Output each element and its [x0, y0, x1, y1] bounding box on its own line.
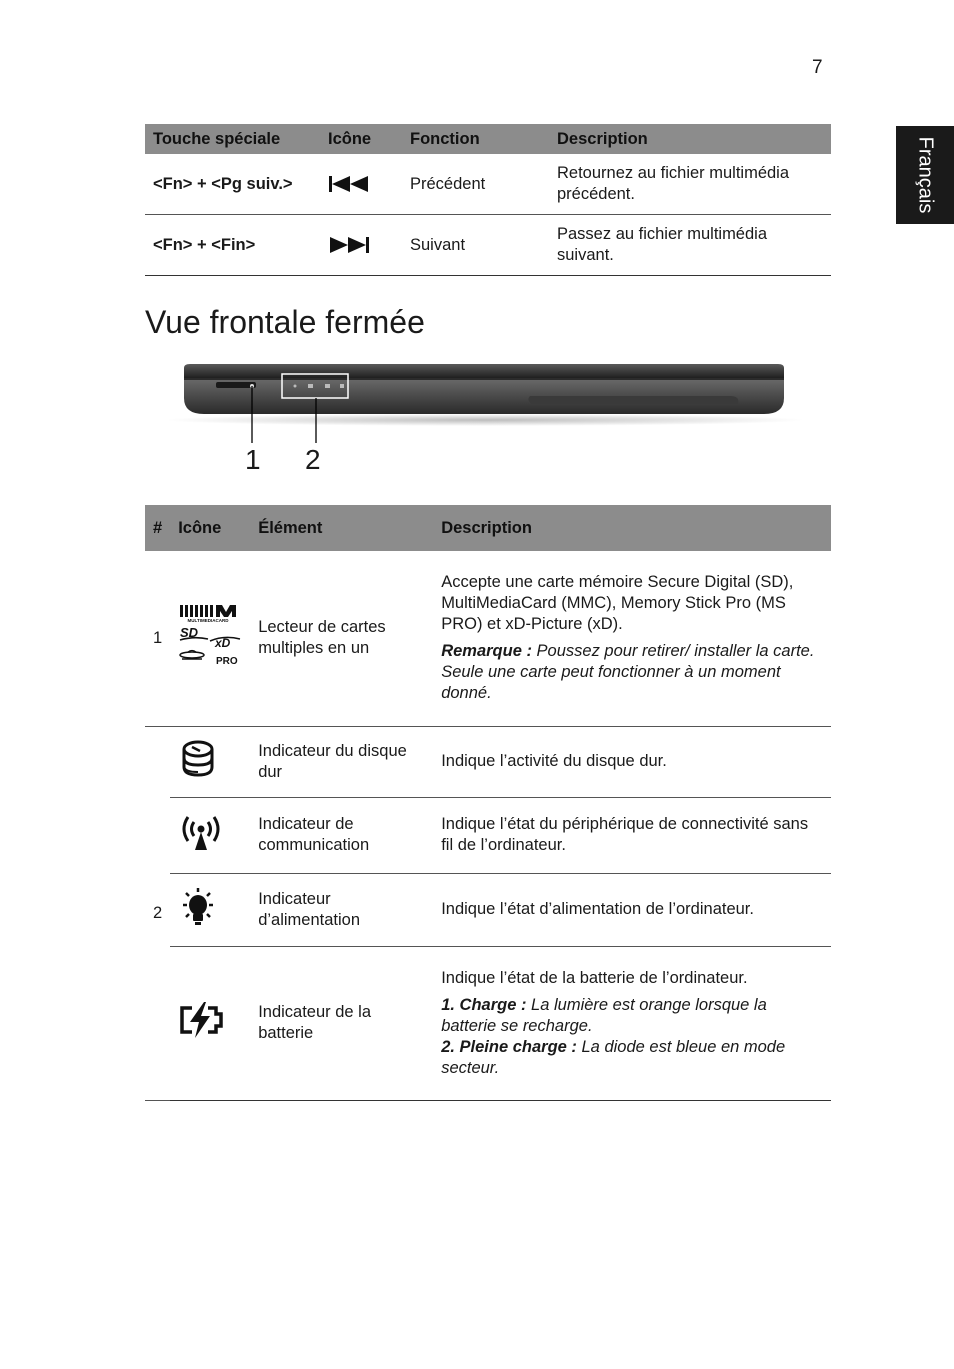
table-row — [145, 946, 831, 1100]
element-description: Indique l’état du périphérique de connectivité sans fil de l’ordinateur. — [433, 797, 831, 873]
header-cell: Touche spéciale — [145, 124, 320, 154]
callout-2: 2 — [305, 444, 321, 475]
element-name: Indicateur de la batterie — [250, 946, 433, 1100]
element-description: Accepte une carte mémoire Secure Digital (SD), MultiMediaCard (MMC), Memory Stick Pro (MS PRO) et xD-Picture (xD). — [441, 573, 794, 634]
function-description: Passez au fichier multimédia suivant. — [549, 215, 831, 276]
sd-logo-text: SD — [180, 625, 199, 641]
note — [441, 1037, 823, 1079]
header-cell: Description — [433, 505, 831, 551]
note — [441, 641, 823, 704]
next-track-icon — [328, 235, 374, 255]
previous-track-icon — [328, 174, 374, 194]
function-description: Retournez au fichier multimédia précédent. — [549, 154, 831, 215]
element-name: Indicateur du disque dur — [250, 726, 433, 797]
table-row — [145, 551, 831, 726]
table-row — [145, 726, 831, 797]
icon-cell — [170, 797, 250, 873]
icon-cell — [170, 551, 250, 726]
icon-cell — [170, 726, 250, 797]
table-row — [145, 873, 831, 946]
xd-logo-text: xD — [215, 636, 231, 651]
note-label: Remarque : — [441, 642, 532, 661]
element-name: Indicateur d’alimentation — [250, 873, 433, 946]
icon-cell — [170, 873, 250, 946]
icon-cell — [320, 215, 402, 276]
icon-cell — [170, 946, 250, 1100]
power-icon — [178, 887, 218, 927]
language-tab — [896, 126, 954, 224]
components-table — [145, 505, 831, 1101]
header-cell: Élément — [250, 505, 433, 551]
table-row — [145, 797, 831, 873]
wireless-icon — [178, 812, 224, 852]
table-row — [145, 215, 831, 276]
mmc-logo-text: MULTIMEDIACARD — [187, 618, 229, 624]
key-combo: <Fn> + <Fin> — [145, 215, 320, 276]
table-row — [145, 154, 831, 215]
item-number: 1 — [145, 551, 170, 726]
element-description-cell — [433, 946, 831, 1100]
note — [441, 995, 823, 1037]
note-label: 1. Charge : — [441, 995, 527, 1014]
element-description: Indique l’état d’alimentation de l’ordinateur. — [433, 873, 831, 946]
header-cell: Icône — [170, 505, 250, 551]
element-description: Indique l’activité du disque dur. — [433, 726, 831, 797]
element-name: Indicateur de communication — [250, 797, 433, 873]
function-name: Précédent — [402, 154, 549, 215]
key-combo: <Fn> + <Pg suiv.> — [145, 154, 320, 215]
header-cell: Description — [549, 124, 831, 154]
callout-1: 1 — [245, 444, 261, 475]
laptop-front-view-figure — [160, 356, 810, 486]
element-name: Lecteur de cartes multiples en un — [250, 551, 433, 726]
element-description: Indique l’état de la batterie de l’ordinateur. — [441, 968, 748, 987]
note-text: Poussez pour retirer/ installer la carte. Seule une carte peut fonctionner à un moment donné. — [441, 642, 815, 703]
table-header-row — [145, 124, 831, 154]
section-title: Vue frontale fermée — [145, 304, 425, 340]
note-text: La lumière est orange lorsque la batterie se recharge. — [441, 995, 767, 1035]
note-label: 2. Pleine charge : — [441, 1037, 577, 1056]
icon-cell — [320, 154, 402, 215]
note-text: La diode est bleue en mode secteur. — [441, 1037, 786, 1077]
card-reader-icon — [178, 603, 242, 667]
function-name: Suivant — [402, 215, 549, 276]
language-tab-label: Français — [914, 136, 937, 214]
table-header-row — [145, 505, 831, 551]
pro-logo-text: PRO — [216, 656, 238, 668]
element-description-cell — [433, 551, 831, 726]
item-number: 2 — [145, 726, 170, 1100]
header-cell: # — [145, 505, 170, 551]
header-cell: Icône — [320, 124, 402, 154]
header-cell: Fonction — [402, 124, 549, 154]
battery-icon — [178, 1000, 224, 1040]
page-number: 7 — [812, 57, 823, 78]
hdd-icon — [178, 739, 218, 779]
hotkeys-table — [145, 124, 831, 276]
